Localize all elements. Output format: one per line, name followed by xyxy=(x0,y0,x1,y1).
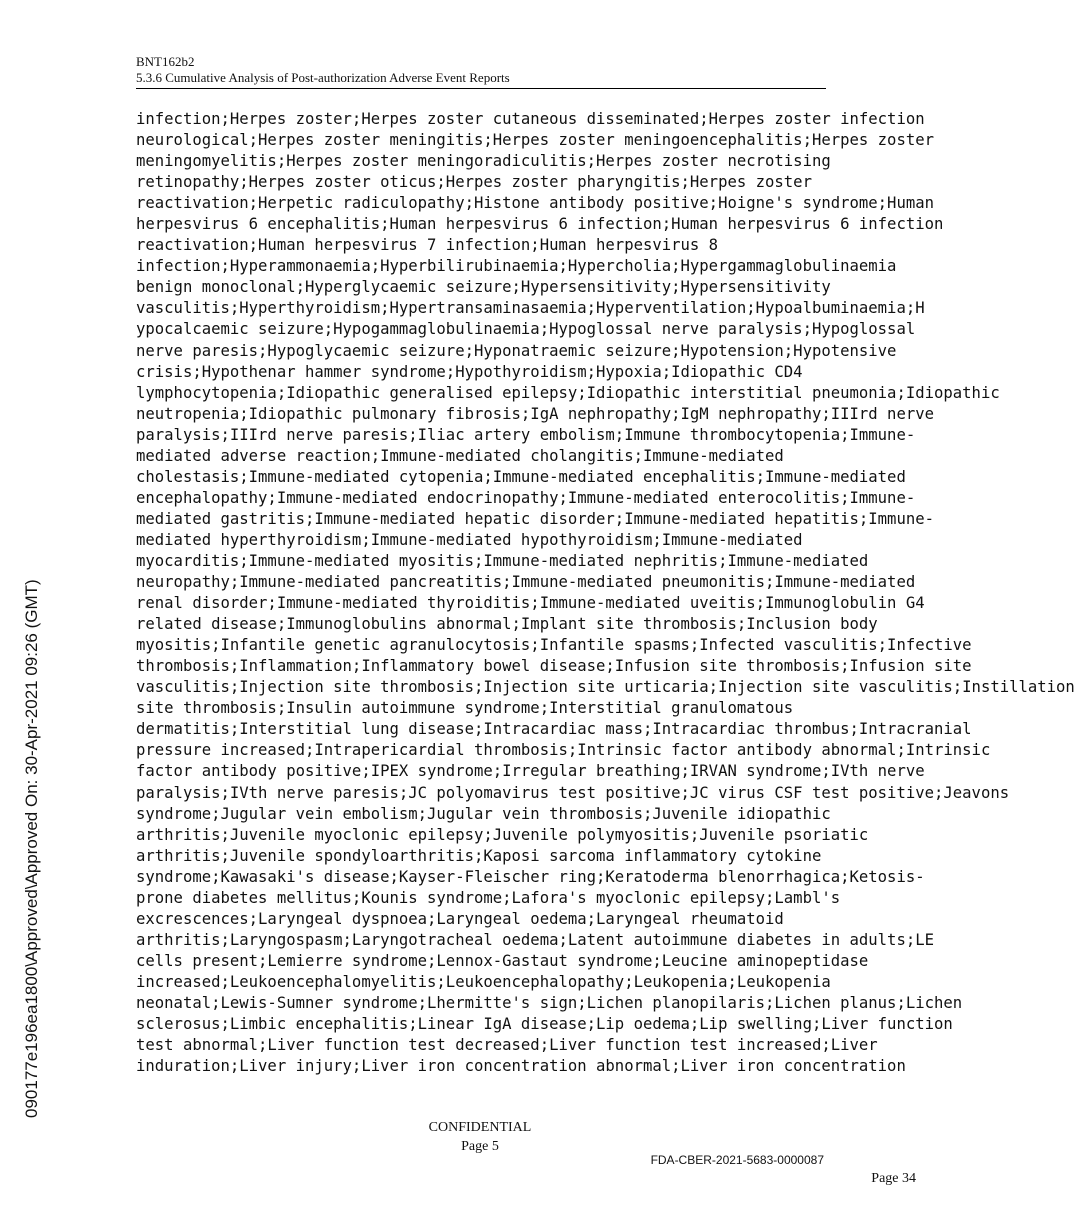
body-line: ypocalcaemic seizure;Hypogammaglobulinaemia;Hypoglossal nerve paralysis;Hypoglossal xyxy=(136,320,916,339)
body-line: mediated adverse reaction;Immune-mediated cholangitis;Immune-mediated xyxy=(136,446,784,465)
body-line: pressure increased;Intrapericardial thrombosis;Intrinsic factor antibody abnormal;Intrinsic xyxy=(136,741,991,760)
confidential-label: CONFIDENTIAL xyxy=(428,1120,532,1135)
body-line: syndrome;Jugular vein embolism;Jugular vein thrombosis;Juvenile idiopathic xyxy=(136,804,831,823)
adverse-event-terms-text xyxy=(136,109,1075,1077)
body-line: meningomyelitis;Herpes zoster meningoradiculitis;Herpes zoster necrotising xyxy=(136,152,831,171)
body-line: myositis;Infantile genetic agranulocytosis;Infantile spasms;Infected vasculitis;Infective xyxy=(136,636,972,655)
body-line: cells present;Lemierre syndrome;Lennox-Gastaut syndrome;Leucine aminopeptidase xyxy=(136,951,869,970)
body-line: test abnormal;Liver function test decreased;Liver function test increased;Liver xyxy=(136,1036,878,1055)
body-line: vasculitis;Hyperthyroidism;Hypertransaminasaemia;Hyperventilation;Hypoalbuminaemia;H xyxy=(136,299,925,318)
body-line: neuropathy;Immune-mediated pancreatitis;Immune-mediated pneumonitis;Immune-mediated xyxy=(136,573,916,592)
body-line: myocarditis;Immune-mediated myositis;Immune-mediated nephritis;Immune-mediated xyxy=(136,551,869,570)
body-line: mediated hyperthyroidism;Immune-mediated hypothyroidism;Immune-mediated xyxy=(136,530,803,549)
body-line: renal disorder;Immune-mediated thyroiditis;Immune-mediated uveitis;Immunoglobulin G4 xyxy=(136,594,925,613)
page-label: Page 5 xyxy=(461,1139,499,1154)
body-line: retinopathy;Herpes zoster oticus;Herpes zoster pharyngitis;Herpes zoster xyxy=(136,173,812,192)
body-line: thrombosis;Inflammation;Inflammatory bowel disease;Infusion site thrombosis;Infusion site xyxy=(136,657,972,676)
body-line: neutropenia;Idiopathic pulmonary fibrosis;IgA nephropathy;IgM nephropathy;IIIrd nerve xyxy=(136,404,934,423)
body-line: herpesvirus 6 encephalitis;Human herpesvirus 6 infection;Human herpesvirus 6 infection xyxy=(136,215,944,234)
body-line: cholestasis;Immune-mediated cytopenia;Immune-mediated encephalitis;Immune-mediated xyxy=(136,467,906,486)
document-header xyxy=(136,54,826,89)
body-line: benign monoclonal;Hyperglycaemic seizure;Hypersensitivity;Hypersensitivity xyxy=(136,278,831,297)
section-title: 5.3.6 Cumulative Analysis of Post-authorization Adverse Event Reports xyxy=(136,70,826,89)
body-line: factor antibody positive;IPEX syndrome;Irregular breathing;IRVAN syndrome;IVth nerve xyxy=(136,762,925,781)
page-number: Page 34 xyxy=(871,1171,916,1186)
body-line: encephalopathy;Immune-mediated endocrinopathy;Immune-mediated enterocolitis;Immune- xyxy=(136,488,916,507)
body-line: reactivation;Herpetic radiculopathy;Histone antibody positive;Hoigne's syndrome;Human xyxy=(136,194,934,213)
body-line: induration;Liver injury;Liver iron concentration abnormal;Liver iron concentration xyxy=(136,1057,906,1076)
body-line: dermatitis;Interstitial lung disease;Intracardiac mass;Intracardiac thrombus;Intracranial xyxy=(136,720,972,739)
approval-stamp: 090177e196ea1800\Approved\Approved On: 30-Apr-2021 09:26 (GMT) xyxy=(22,579,41,1118)
body-line: prone diabetes mellitus;Kounis syndrome;Lafora's myoclonic epilepsy;Lambl's xyxy=(136,888,841,907)
product-name: BNT162b2 xyxy=(136,54,195,69)
body-line: sclerosus;Limbic encephalitis;Linear IgA disease;Lip oedema;Lip swelling;Liver function xyxy=(136,1015,953,1034)
body-line: arthritis;Juvenile myoclonic epilepsy;Juvenile polymyositis;Juvenile psoriatic xyxy=(136,825,869,844)
footer xyxy=(380,1118,580,1156)
document-id: FDA-CBER-2021-5683-0000087 xyxy=(650,1153,824,1167)
body-line: paralysis;IVth nerve paresis;JC polyomavirus test positive;JC virus CSF test positive;Jeavons xyxy=(136,783,1010,802)
body-line: paralysis;IIIrd nerve paresis;Iliac artery embolism;Immune thrombocytopenia;Immune- xyxy=(136,425,916,444)
body-line: arthritis;Laryngospasm;Laryngotracheal oedema;Latent autoimmune diabetes in adults;LE xyxy=(136,930,934,949)
body-line: neonatal;Lewis-Sumner syndrome;Lhermitte's sign;Lichen planopilaris;Lichen planus;Lichen xyxy=(136,993,963,1012)
body-line: mediated gastritis;Immune-mediated hepatic disorder;Immune-mediated hepatitis;Immune- xyxy=(136,509,934,528)
body-line: infection;Hyperammonaemia;Hyperbilirubinaemia;Hypercholia;Hypergammaglobulinaemia xyxy=(136,257,897,276)
body-line: vasculitis;Injection site thrombosis;Injection site urticaria;Injection site vasculitis;Instillation xyxy=(136,678,1075,697)
body-line: excrescences;Laryngeal dyspnoea;Laryngeal oedema;Laryngeal rheumatoid xyxy=(136,909,784,928)
body-line: neurological;Herpes zoster meningitis;Herpes zoster meningoencephalitis;Herpes zoster xyxy=(136,131,934,150)
body-line: related disease;Immunoglobulins abnormal;Implant site thrombosis;Inclusion body xyxy=(136,615,878,634)
body-line: site thrombosis;Insulin autoimmune syndrome;Interstitial granulomatous xyxy=(136,699,794,718)
body-line: infection;Herpes zoster;Herpes zoster cutaneous disseminated;Herpes zoster infection xyxy=(136,110,925,128)
body-line: arthritis;Juvenile spondyloarthritis;Kaposi sarcoma inflammatory cytokine xyxy=(136,846,822,865)
body-line: syndrome;Kawasaki's disease;Kayser-Fleischer ring;Keratoderma blenorrhagica;Ketosis- xyxy=(136,867,925,886)
body-line: increased;Leukoencephalomyelitis;Leukoencephalopathy;Leukopenia;Leukopenia xyxy=(136,972,831,991)
body-line: crisis;Hypothenar hammer syndrome;Hypothyroidism;Hypoxia;Idiopathic CD4 xyxy=(136,362,803,381)
body-line: reactivation;Human herpesvirus 7 infection;Human herpesvirus 8 xyxy=(136,236,719,255)
body-line: nerve paresis;Hypoglycaemic seizure;Hyponatraemic seizure;Hypotension;Hypotensive xyxy=(136,341,897,360)
body-line: lymphocytopenia;Idiopathic generalised epilepsy;Idiopathic interstitial pneumonia;Idiopathic xyxy=(136,383,1000,402)
